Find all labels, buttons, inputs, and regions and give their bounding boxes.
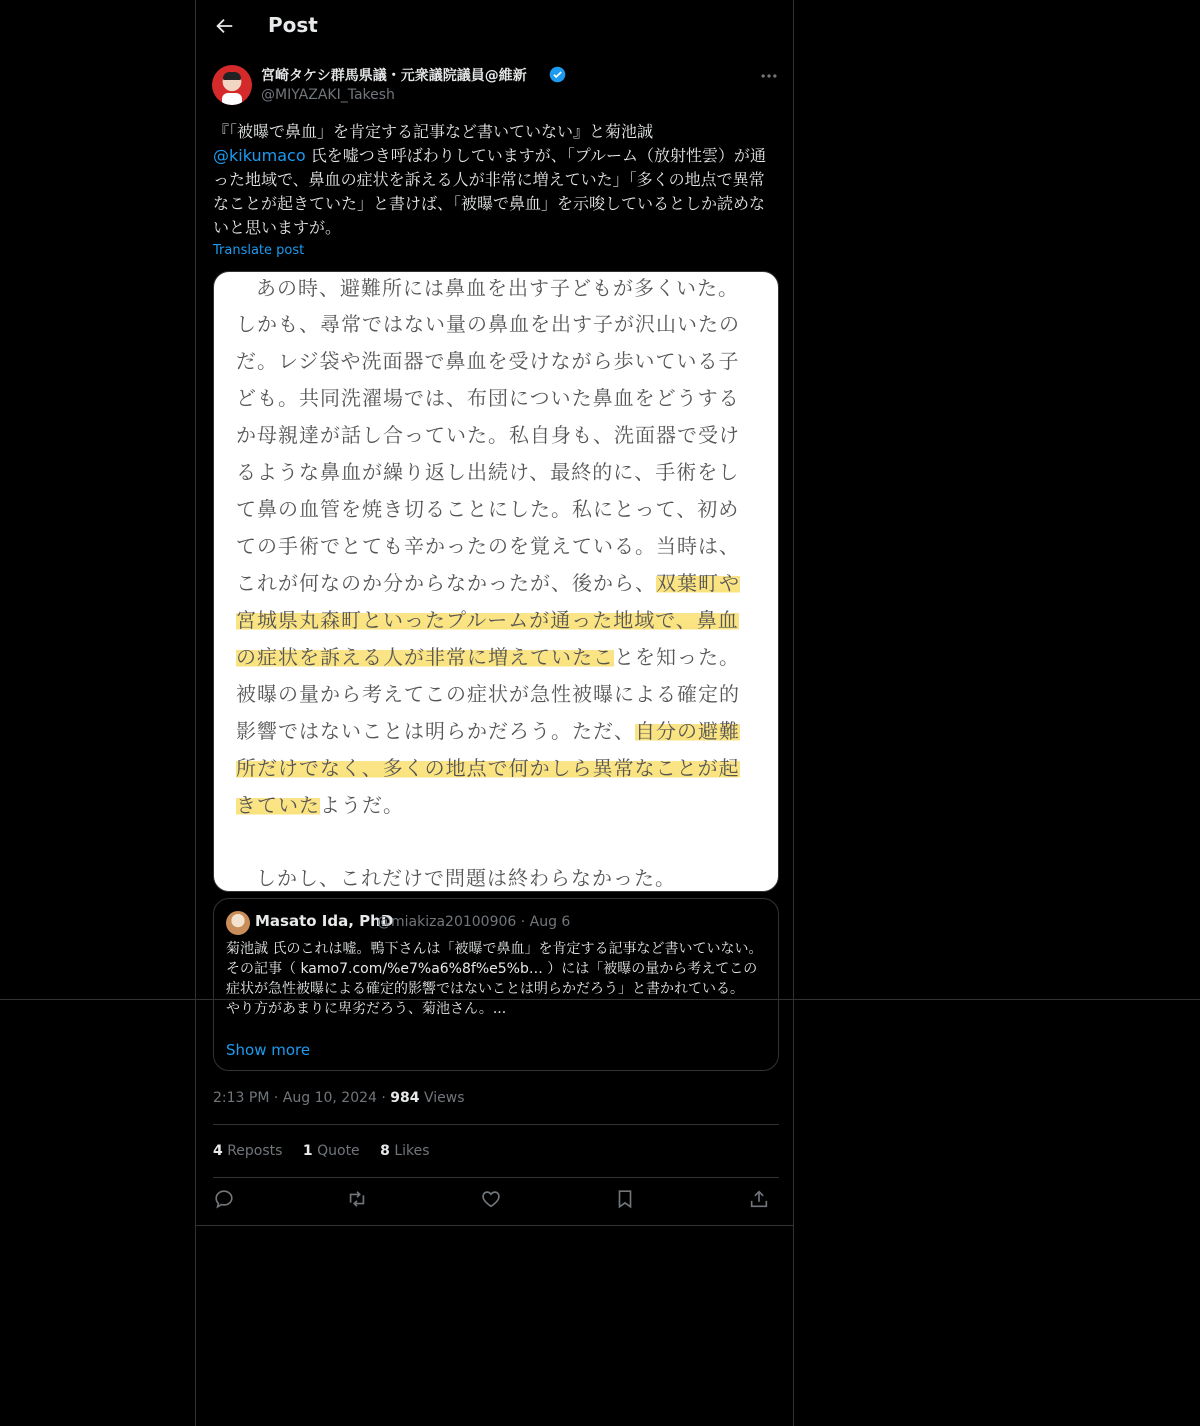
image-text-line <box>236 567 740 596</box>
image-text: ようだ。 <box>320 793 404 817</box>
image-text-line <box>236 789 404 818</box>
image-text: ての手術でとても辛かったのを覚えている。当時は、 <box>236 534 740 558</box>
quote-avatar <box>226 911 250 935</box>
avatar[interactable] <box>212 65 252 105</box>
views-count: 984 <box>390 1090 420 1106</box>
image-text-line <box>236 345 740 374</box>
quote-text <box>226 939 768 1019</box>
image-text: これが何なのか分からなかったが、後から、 <box>236 571 656 595</box>
image-text: か母親達が話し合っていた。私自身も、洗面器で受け <box>236 423 740 447</box>
quote-text-body: 菊池誠 氏のこれは嘘。鴨下さんは「被曝で鼻血」を肯定する記事など書いていない。その記事（ kamo7.com/%e7%a6%8f%e5%b… ）には「被曝の量から考えてこの症状が急性被曝による確定的影響ではないことは明らかだろう」と書かれている。 <box>226 941 763 997</box>
quote-stat[interactable]: 1 Quote <box>302 1143 360 1159</box>
like-icon[interactable] <box>480 1188 502 1210</box>
highlighted-text: きていた <box>236 793 320 817</box>
reposts-stat[interactable]: 4 Reposts <box>213 1143 283 1159</box>
image-text-line <box>236 530 740 559</box>
show-more-link[interactable]: Show more <box>226 1041 311 1059</box>
bookmark-icon[interactable] <box>614 1188 636 1210</box>
image-text: しかも、尋常ではない量の鼻血を出す子が沢山いたの <box>236 312 740 336</box>
image-text: るような鼻血が繰り返し出続け、最終的に、手術をし <box>236 460 740 484</box>
image-text: ども。共同洗濯場では、布団についた鼻血をどうする <box>236 386 740 410</box>
verified-badge-icon <box>549 66 566 83</box>
image-text: とを知った。 <box>614 645 740 669</box>
repost-icon[interactable] <box>346 1188 368 1210</box>
image-text-line <box>236 419 740 448</box>
post-image[interactable] <box>213 271 779 892</box>
image-text-line <box>236 604 739 633</box>
image-text-line <box>236 456 739 485</box>
image-text-line <box>236 641 740 670</box>
image-text-line <box>236 752 740 781</box>
image-text: だ。レジ袋や洗面器で鼻血を受けながら歩いている子 <box>236 349 740 373</box>
mention-link[interactable]: @kikumaco <box>213 146 306 165</box>
quote-text-tail: やり方があまりに卑劣だろう、菊池さん。... <box>226 1001 507 1017</box>
author-name[interactable]: 宮崎タケシ群馬県議・元衆議院議員@維新 <box>261 68 527 84</box>
divider <box>213 1177 779 1178</box>
image-text-line <box>236 493 739 522</box>
back-arrow-icon[interactable] <box>213 15 235 37</box>
likes-stat[interactable]: 8 Likes <box>380 1143 430 1159</box>
engagement-stats <box>213 1143 446 1159</box>
image-text-line <box>256 272 739 301</box>
image-text-line <box>236 678 740 707</box>
tweet-text-line1: 『「被曝で鼻血」を肯定する記事など書いていない』と菊池誠 <box>213 122 654 141</box>
image-text-line <box>236 382 740 411</box>
more-icon[interactable] <box>759 66 779 86</box>
divider <box>213 1124 779 1125</box>
divider <box>196 1225 793 1226</box>
tweet-text-rest: 氏を嘘つき呼ばわりしていますが、「プルーム（放射性雲）が通った地域で、鼻血の症状を訴える人が非常に増えていた」「多くの地点で異常なことが起きていた」と書けば、「被曝で鼻血」を示唆しているとしか読めないと思いますが。 <box>213 146 767 237</box>
page-title: Post <box>268 13 318 37</box>
image-text-line <box>256 862 676 891</box>
image-text-line <box>236 715 740 744</box>
post-meta: 2:13 PM · Aug 10, 2024 · 984 Views <box>213 1090 465 1106</box>
reply-icon[interactable] <box>213 1188 235 1210</box>
image-text: 被曝の量から考えてこの症状が急性被曝による確定的 <box>236 682 740 706</box>
quoted-post[interactable] <box>213 898 779 1071</box>
views-label: Views <box>423 1090 465 1106</box>
image-text: 影響ではないことは明らかだろう。ただ、 <box>236 719 635 743</box>
tweet-text <box>213 120 779 240</box>
author-handle[interactable]: @MIYAZAKI_Takesh <box>261 87 395 103</box>
translate-post-link[interactable]: Translate post <box>213 243 305 258</box>
share-icon[interactable] <box>748 1188 770 1210</box>
image-text: しかし、これだけで問題は終わらなかった。 <box>256 866 676 890</box>
highlighted-text: 所だけでなく、多くの地点で何かしら異常なことが起 <box>236 756 740 780</box>
highlighted-text: 双葉町や <box>656 571 740 595</box>
post-column <box>195 0 794 1426</box>
post-date[interactable]: Aug 10, 2024 <box>282 1090 377 1106</box>
action-bar <box>213 1188 779 1214</box>
highlighted-text: 自分の避難 <box>635 719 740 743</box>
quote-handle-date: @miakiza20100906 · Aug 6 <box>377 914 571 930</box>
top-bar <box>196 0 793 54</box>
image-text: て鼻の血管を焼き切ることにした。私にとって、初め <box>236 497 740 521</box>
divider <box>0 999 1200 1000</box>
image-text-line <box>236 308 740 337</box>
quote-author-name: Masato Ida, PhD <box>255 912 394 930</box>
highlighted-text: 宮城県丸森町といったプルームが通った地域で、鼻血 <box>236 608 739 632</box>
highlighted-text: の症状を訴える人が非常に増えていたこ <box>236 645 614 669</box>
post-time[interactable]: 2:13 PM <box>213 1090 270 1106</box>
image-text: あの時、避難所には鼻血を出す子どもが多くいた。 <box>256 276 739 300</box>
